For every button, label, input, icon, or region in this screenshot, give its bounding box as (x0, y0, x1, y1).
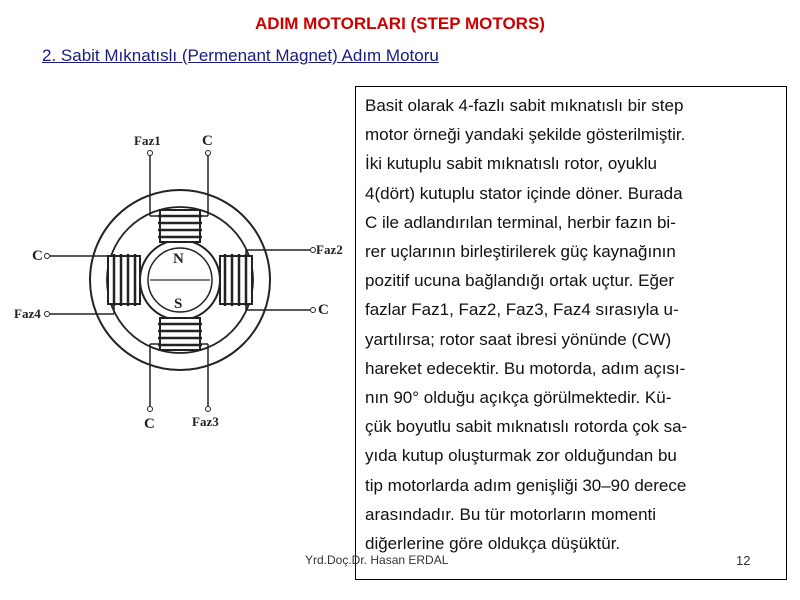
text-line: tip motorlarda adım genişliği 30–90 derece (365, 475, 687, 495)
text-line: İki kutuplu sabit mıknatıslı rotor, oyuklu (365, 154, 657, 174)
text-line: diğerlerine göre oldukça düşüktür. (365, 534, 621, 554)
label-c-bottom: C (144, 416, 155, 432)
text-line: yıda kutup oluşturmak zor olduğundan bu (365, 446, 677, 466)
label-c-right: C (318, 302, 329, 318)
stepper-motor-diagram (10, 120, 350, 440)
label-south: S (174, 296, 183, 312)
text-line: arasındadır. Bu tür motorların momenti (365, 504, 657, 524)
label-c-top: C (202, 133, 213, 149)
text-line: rer uçlarının birleştirilerek güç kaynağının (365, 242, 676, 262)
text-line: Basit olarak 4-fazlı sabit mıknatıslı bir step (365, 96, 684, 115)
label-faz1: Faz1 (134, 133, 161, 148)
text-line: C ile adlandırılan terminal, herbir fazın bi- (365, 212, 676, 232)
label-faz2: Faz2 (316, 242, 343, 257)
text-line: çük boyutlu sabit mıknatıslı rotorda çok sa- (365, 417, 688, 437)
pole-bottom (148, 318, 211, 412)
text-line: 4(dört) kutuplu stator içinde döner. Burada (365, 183, 683, 203)
slide-title: ADIM MOTORLARI (STEP MOTORS) (255, 14, 545, 33)
pole-top (148, 151, 211, 243)
page-number: 12 (736, 553, 751, 568)
label-faz3: Faz3 (192, 414, 219, 429)
label-north: N (173, 251, 184, 267)
text-line: fazlar Faz1, Faz2, Faz3, Faz4 sırasıyla u- (365, 300, 679, 320)
text-line: yartılırsa; rotor saat ibresi yönünde (CW) (365, 329, 672, 349)
text-line: hareket edecektir. Bu motorda, adım açısı- (365, 358, 686, 378)
text-line: pozitif ucuna bağlandığı ortak uçtur. Eğer (365, 271, 675, 291)
motor-schematic (10, 120, 350, 440)
label-c-left: C (32, 248, 43, 264)
description-textbox (355, 86, 787, 580)
text-line: motor örneği yandaki şekilde gösterilmiştir. (365, 125, 686, 145)
text-line: nın 90° olduğu açıkça görülmektedir. Kü- (365, 388, 672, 408)
slide-subtitle: 2. Sabit Mıknatıslı (Permenant Magnet) Adım Motoru (42, 46, 439, 65)
footer-author: Yrd.Doç.Dr. Hasan ERDAL (305, 553, 449, 567)
label-faz4: Faz4 (14, 306, 41, 321)
